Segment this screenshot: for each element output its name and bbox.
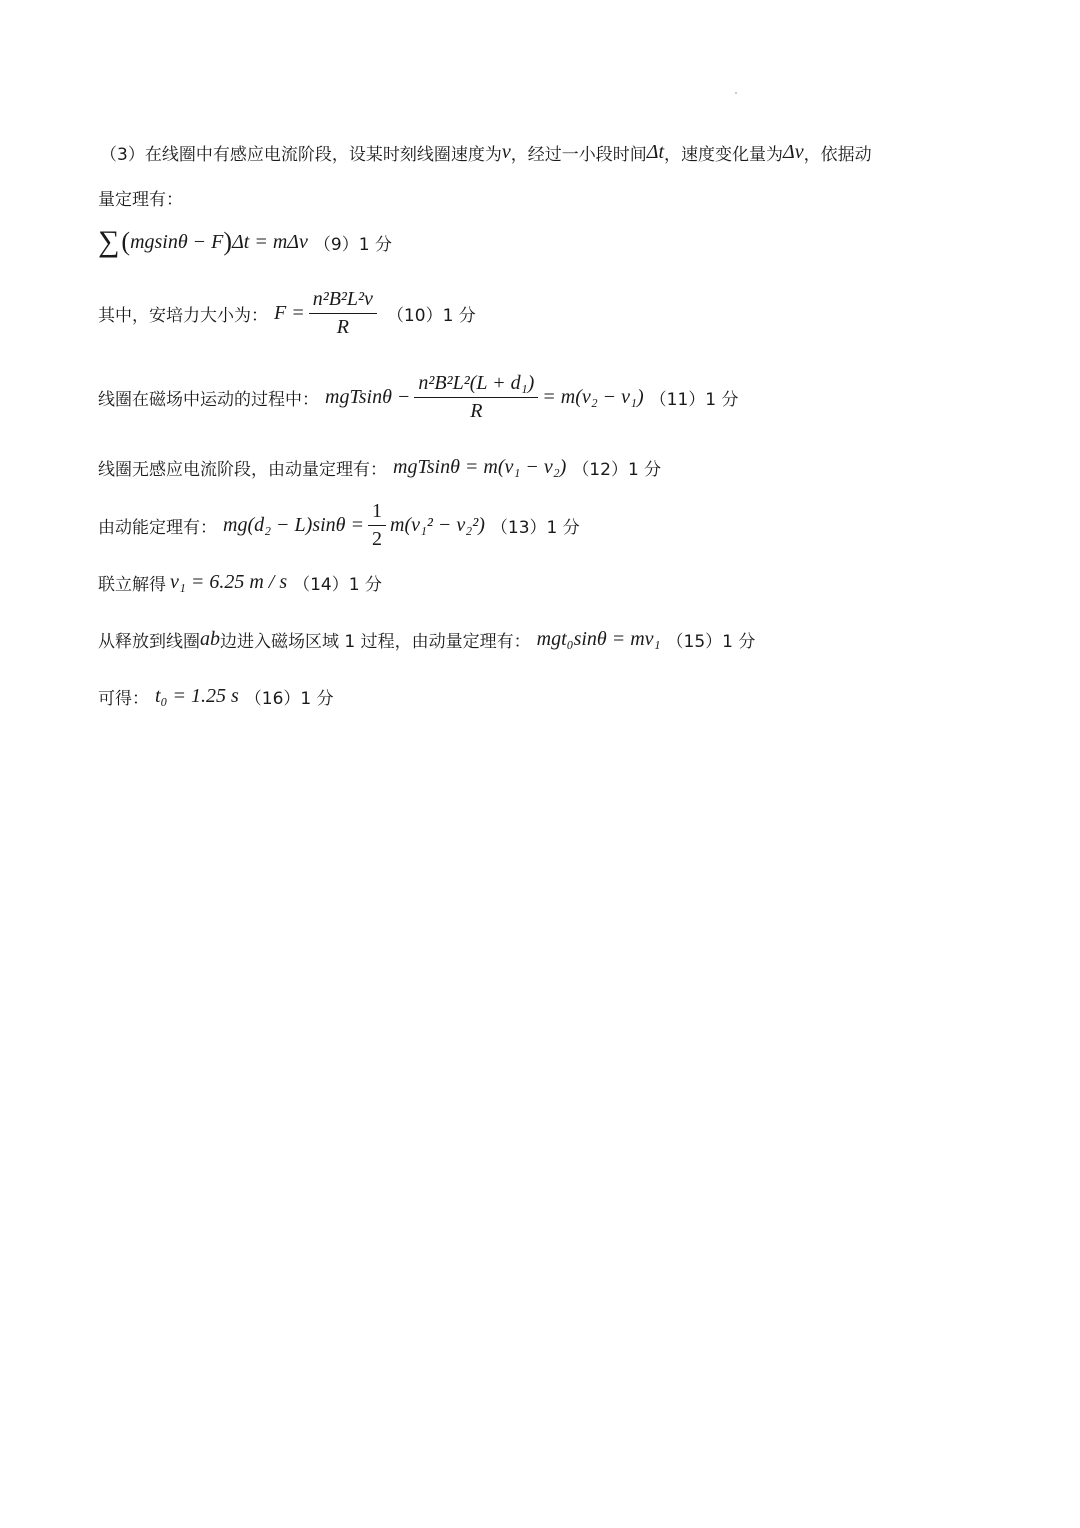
eq9-score-tag: （9）1 分 bbox=[313, 234, 392, 255]
intro-text-d: ，依据动 bbox=[803, 145, 872, 165]
scan-speck bbox=[735, 92, 737, 94]
eq11-numerator: n²B²L²(L + d₁) bbox=[414, 372, 538, 398]
eq10-lhs: F = bbox=[274, 302, 305, 324]
eq13-fraction bbox=[368, 500, 386, 551]
eq14-intro: 联立解得 bbox=[98, 575, 166, 595]
eq16-formula: t₀ = 1.25 s bbox=[155, 685, 239, 707]
eq13-rhs: m(v₁² − v₂²) bbox=[390, 514, 485, 536]
eq16-score-tag: （16）1 分 bbox=[244, 689, 334, 709]
equation-15 bbox=[98, 627, 755, 652]
eq11-lhs: mgTsinθ − bbox=[325, 386, 411, 408]
eq13-numerator: 1 bbox=[368, 500, 386, 526]
part-label: （3） bbox=[100, 145, 145, 165]
equation-14 bbox=[98, 570, 382, 595]
var-ab: ab bbox=[200, 628, 220, 650]
eq15-formula: mgt₀sinθ = mv₁ bbox=[536, 628, 661, 650]
paren-close: ) bbox=[223, 227, 233, 256]
eq14-score-tag: （14）1 分 bbox=[293, 575, 382, 595]
paragraph-intro-line2 bbox=[98, 185, 183, 210]
eq9-rhs: Δt = mΔv bbox=[232, 230, 308, 253]
equation-13 bbox=[98, 500, 580, 551]
intro-text-b: ，经过一小段时间 bbox=[510, 145, 647, 165]
paragraph-intro-line1 bbox=[100, 140, 872, 165]
eq10-denominator: R bbox=[336, 316, 349, 338]
intro-text-c: ，速度变化量为 bbox=[664, 145, 784, 165]
equation-11 bbox=[98, 372, 739, 423]
eq15-score-tag: （15）1 分 bbox=[666, 632, 756, 652]
eq10-fraction bbox=[309, 288, 377, 339]
eq11-rhs: = m(v₂ − v₁) bbox=[542, 386, 644, 408]
eq16-intro: 可得： bbox=[98, 689, 149, 709]
eq15-intro: 从释放到线圈 bbox=[98, 632, 200, 652]
paren-open: ( bbox=[121, 227, 131, 256]
eq13-score-tag: （13）1 分 bbox=[490, 518, 580, 538]
eq11-intro: 线圈在磁场中运动的过程中： bbox=[98, 390, 319, 410]
equation-12 bbox=[98, 455, 661, 480]
eq15-intro2: 边进入磁场区域 1 过程，由动量定理有： bbox=[220, 632, 531, 652]
intro-text-e: 量定理有： bbox=[98, 190, 183, 210]
eq11-score-tag: （11）1 分 bbox=[649, 390, 739, 410]
equation-16 bbox=[98, 684, 334, 709]
eq11-fraction bbox=[414, 372, 538, 423]
eq9-lhs: mgsinθ − F bbox=[130, 230, 224, 253]
summation-symbol: ∑ bbox=[98, 225, 120, 258]
eq13-denominator: 2 bbox=[372, 528, 382, 550]
var-delta-t: Δt bbox=[646, 141, 665, 163]
equation-9 bbox=[98, 225, 392, 259]
var-v: v bbox=[501, 141, 511, 163]
eq13-lhs: mg(d₂ − L)sinθ = bbox=[223, 514, 364, 536]
eq12-score-tag: （12）1 分 bbox=[572, 460, 662, 480]
eq10-intro: 其中，安培力大小为： bbox=[98, 306, 268, 326]
intro-text-a: 在线圈中有感应电流阶段，设某时刻线圈速度为 bbox=[144, 145, 502, 165]
eq10-score-tag: （10）1 分 bbox=[386, 306, 476, 326]
var-delta-v: Δv bbox=[783, 141, 804, 163]
eq11-denominator: R bbox=[470, 400, 483, 422]
eq10-numerator: n²B²L²v bbox=[309, 288, 377, 314]
equation-10 bbox=[98, 288, 476, 339]
eq12-formula: mgTsinθ = m(v₁ − v₂) bbox=[393, 456, 567, 478]
eq12-intro: 线圈无感应电流阶段，由动量定理有： bbox=[98, 460, 387, 480]
eq14-formula: v₁ = 6.25 m / s bbox=[170, 571, 288, 593]
eq13-intro: 由动能定理有： bbox=[98, 518, 217, 538]
